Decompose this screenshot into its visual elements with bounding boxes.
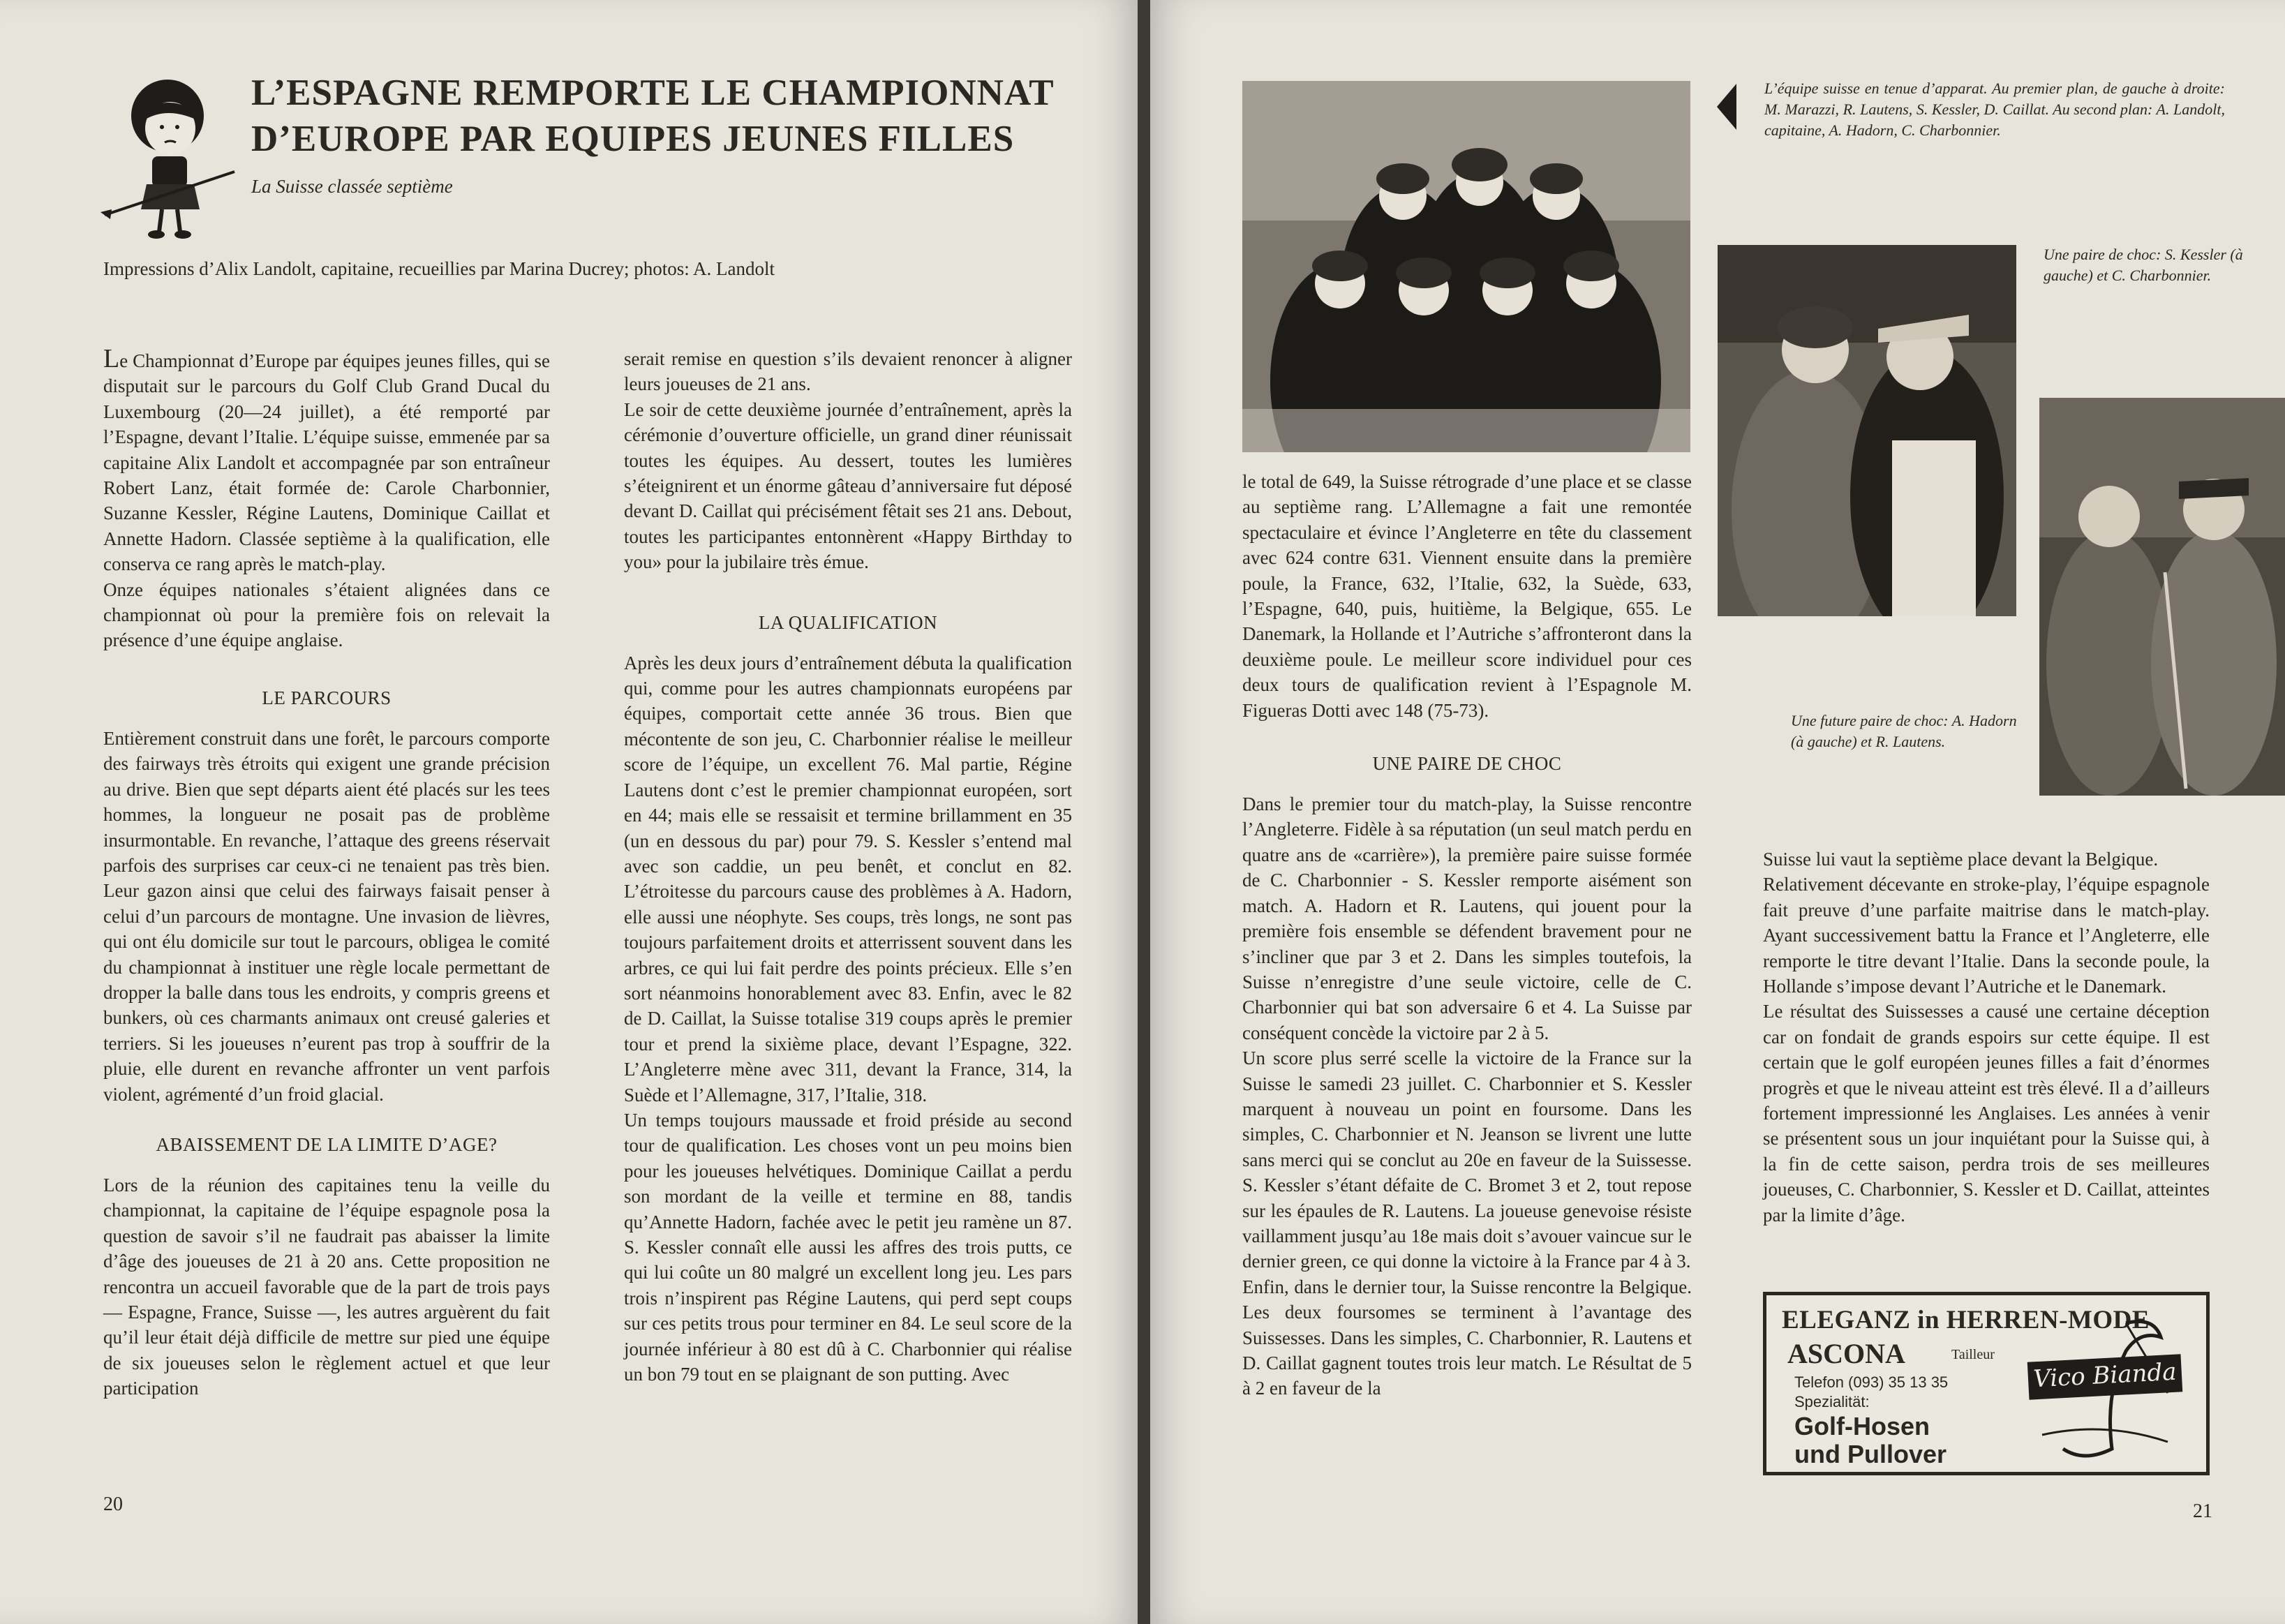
ad-tailleur: Tailleur [1951, 1347, 1995, 1362]
paragraph: Lors de la réunion des capitaines tenu la veille du championnat, la capitaine de l’équipe espagnole posa la question de savoir s’il ne faudrait pas abaisser la limite d’âge des joueuses de 21 à 20 ans. Cette proposition ne rencontra un accueil favorable que de la part de trois pays — Espagne, France, Suisse —, les autres arguèrent du fait qu’il leur était déjà difficile de mettre sur pied une équipe de six joueuses selon le règlement actuel et que leur participation [103, 1174, 550, 1399]
column-3 [1242, 469, 1692, 1401]
section-heading-parcours: LE PARCOURS [262, 687, 392, 708]
pair-photo-caption: Une paire de choc: S. Kessler (à gauche) et C. Charbonnier. [2044, 246, 2243, 284]
paragraph: Le résultat des Suissesses a causé une certaine déception car on fondait de grands espoirs sur cette équipe. Il est certain que le golf européen jeunes filles a fait d’énormes progrès et que le niveau atteint est très élevé. Il a d’ailleurs fortement impressionné les Anglaises. Les années à venir se présentent sous un jour inquiétant pour la Suisse qui, à la fin de cette saison, perdra trois de ses meilleures joueuses, C. Charbonnier, S. Kessler et D. Caillat, atteintes par la limite d’âge. [1763, 1001, 2210, 1226]
left-page [0, 0, 1138, 1624]
ad-specialty-label: Spezialität: [1794, 1393, 1870, 1410]
paragraph: Enfin, dans le dernier tour, la Suisse rencontre la Belgique. Les deux foursomes se terminent à l’avantage des Suissesses. Dans les simples, C. Charbonnier, R. Lautens et D. Caillat gagnent toutes trois leur match. Le Résultat de 5 à 2 en faveur de la [1242, 1276, 1692, 1399]
paragraph: serait remise en question s’ils devaient renoncer à aligner leurs joueuses de 21 ans. [624, 348, 1072, 395]
title-line-1: L’ESPAGNE REMPORTE LE CHAMPIONNAT [251, 73, 1055, 113]
drop-cap: L [103, 344, 120, 373]
article-subtitle: La Suisse classée septième [251, 176, 453, 197]
column-4 [1763, 847, 2210, 1228]
team-photo [1242, 81, 1690, 452]
section-heading-paire-choc: UNE PAIRE DE CHOC [1372, 753, 1562, 775]
ad-phone: Telefon (093) 35 13 35 [1794, 1373, 1949, 1391]
advertisement [1763, 1292, 2210, 1475]
logo-text: Vico Bianda [2032, 1357, 2178, 1394]
spine-gutter [1138, 0, 1150, 1624]
column-1 [103, 346, 550, 1401]
title-line-2: D’EUROPE PAR EQUIPES JEUNES FILLES [251, 119, 1015, 159]
golfer-girl-illustration [98, 67, 248, 248]
paragraph: Suisse lui vaut la septième place devant la Belgique. [1763, 849, 2159, 870]
article-title [251, 70, 1075, 162]
team-photo-caption: L’équipe suisse en tenue d’apparat. Au premier plan, de gauche à droite: M. Marazzi, R. Lautens, S. Kessler, D. Caillat. Au second plan: A. Landolt, capitaine, A. Hadorn, C. Charbonnier. [1764, 80, 2225, 139]
column-2 [624, 346, 1072, 1387]
ad-product-2: und Pullover [1794, 1440, 1947, 1468]
paragraph-text: e Championnat d’Europe par équipes jeunes filles, qui se disputait sur le parcours du Golf Club Grand Ducal du Luxembourg (20—24 juillet), a été remporté par l’Espagne, devant l’Italie. L’équipe suisse, emmenée par sa capitaine Alix Landolt et accompagnée par son entraîneur Robert Lanz, était formée de: Carole Charbonnier, Suzanne Kessler, Régine Lautens, Dominique Caillat et Annette Hadorn. Classée septième à la qualification, elle conserva ce rang après le match-play. [103, 350, 550, 575]
pair-photo [1718, 245, 2016, 616]
article-credits: Impressions d’Alix Landolt, capitaine, recueillies par Marina Ducrey; photos: A. Landolt [103, 258, 775, 279]
future-pair-photo-caption: Une future paire de choc: A. Hadorn (à gauche) et R. Lautens. [1791, 712, 2017, 750]
paragraph: Relativement décevante en stroke-play, l’équipe espagnole fait preuve d’une parfaite maitrise dans le match-play. Ayant successivement battu la France et l’Angleterre, elle remporte le titre devant l’Italie. Dans la seconde poule, la Hollande s’impose devant l’Autriche et le Danemark. [1763, 874, 2210, 997]
ad-products [1794, 1413, 1947, 1468]
ad-location: ASCONA [1787, 1338, 1905, 1369]
future-pair-photo [2039, 398, 2285, 796]
ad-product-1: Golf-Hosen [1794, 1412, 1930, 1440]
paragraph: le total de 649, la Suisse rétrograde d’une place et se classe au septième rang. L’Allemagne a fait une remontée spectaculaire et évince l’Angleterre en tête du classement avec 624 contre 631. Viennent ensuite dans la première poule, la France, 632, l’Italie, 632, la Suède, 633, l’Espagne, 640, puis, huitième, la Belgique, 655. Le Danemark, la Hollande et l’Autriche s’affronteront dans la deuxième poule. Le meilleur score individuel pour ces deux tours de qualification revient à l’Espagnole M. Figueras Dotti avec 148 (75-73). [1242, 471, 1692, 721]
section-heading-qualification: LA QUALIFICATION [758, 611, 938, 633]
paragraph: Onze équipes nationales s’étaient alignées dans ce championnat où pour la première fois on relevait la présence d’une équipe anglaise. [103, 579, 550, 651]
paragraph: Dans le premier tour du match-play, la Suisse rencontre l’Angleterre. Fidèle à sa réputation (un seul match perdu en quatre ans de «carrière»), la première paire suisse formée de C. Charbonnier - S. Kessler remporte aisément son match. A. Hadorn et R. Lautens, qui jouent pour la première fois ensemble se défendent bravement pour ne s’incliner que par 3 et 2. Dans les simples toutefois, la Suisse n’enregistre d’une seule victoire, celle de C. Charbonnier qui bat son adversaire 6 et 4. La Suisse par conséquent concède la victoire par 2 à 5. [1242, 794, 1692, 1043]
vico-bianda-logo [2021, 1309, 2196, 1470]
paragraph [103, 346, 550, 577]
caption-arrow-icon [1717, 84, 1738, 130]
page-number-left: 20 [103, 1493, 123, 1515]
paragraph: Entièrement construit dans une forêt, le parcours comporte des fairways très étroits qui exigent une grande précision au drive. Bien que sept départs aient été placés sur les tees hommes, la longueur ne posait pas de problème insurmontable. En revanche, l’attaque des greens réservait parfois des surprises car ceux-ci ne tenaient pas très bien. Leur gazon ainsi que celui des fairways faisait penser à celui d’un parcours de montagne. Une invasion de lièvres, qui ont élu domicile sur tout le parcours, obligea le comité du championnat à instituer une règle locale permettant de dropper la balle dans tous les endroits, y compris greens et bunkers, où ces charmants animaux ont creusé galeries et terriers. Si les joueuses n’eurent pas trop à souffrir de la pluie, elle durent en revanche affronter un vent parfois violent, agrémenté d’un froid glacial. [103, 727, 550, 1105]
paragraph: Le soir de cette deuxième journée d’entraînement, après la cérémonie d’ouverture officielle, un grand diner réunissait toutes les équipes. Au dessert, toutes les lumières s’éteignirent et un énorme gâteau d’anniversaire fut déposé devant D. Caillat qui précisément fêtait ses 21 ans. Debout, toutes les participantes entonnèrent «Happy Birthday to you» pour la jubilaire très émue. [624, 398, 1072, 573]
section-heading-limite-age: ABAISSEMENT DE LA LIMITE D’AGE? [156, 1133, 498, 1155]
page-number-right: 21 [2193, 1500, 2212, 1522]
paragraph: Un temps toujours maussade et froid préside au second tour de qualification. Les choses vont un peu moins bien pour les joueuses helvétiques. Dominique Caillat a perdu son mordant de la veille et termine en 88, tandis qu’Annette Hadorn, fachée avec le petit jeu ramène un 87. S. Kessler connaît elle aussi les affres des trois putts, ce qui lui coûte un 80 malgré un excellent long jeu. Les pars trois n’inspirent pas Régine Lautens, qui perd sept coups sur ces petits trous pour terminer en 84. Le seul score de la journée inférieur à 80 est dû à C. Charbonnier qui réalise un bon 79 tout en se plaignant de son putting. Avec [624, 1109, 1072, 1385]
paragraph: Après les deux jours d’entraînement débuta la qualification qui, comme pour les autres championnats européens par équipes, comportait cette année 36 trous. Bien que mécontente de son jeu, C. Charbonnier réalise le meilleur score de l’équipe, un excellent 76. Mal partie, Régine Lautens dont c’est le premier championnat européen, sort en 44; mais elle se ressaisit et termine brillamment en 35 (un en dessous du par) pour 79. S. Kessler s’entend mal avec son caddie, un peu benêt, et conclut en 82. L’étroitesse du parcours cause des problèmes à A. Hadorn, elle aussi une néophyte. Ses coups, très longs, ne sont pas toujours parfaitement droits et atterrissent souvent dans les arbres, ce qui lui fait perdre des points précieux. Elle s’en sort néanmoins honorablement avec 83. Enfin, avec le 82 de D. Caillat, la Suisse totalise 319 coups après le premier tour et prend la sixième place, devant l’Espagne, 322. L’Angleterre mène avec 311, devant la France, 314, la Suède et l’Allemagne, 317, l’Italie, 318. [624, 652, 1072, 1105]
ad-headline: ELEGANZ in HERREN-MODE [1782, 1306, 2150, 1334]
paragraph: Un score plus serré scelle la victoire de la France sur la Suisse le samedi 23 juillet. C. Charbonnier et S. Kessler marquent à nouveau un point en foursome. Dans les simples, C. Charbonnier et N. Jeanson se livrent une lutte sans merci qui se conclut au 20e en faveur de la Suissesse. S. Kessler s’étant défaite de C. Bromet 3 et 2, tout repose sur les épaules de R. Lautens. La joueuse genevoise résiste vaillamment jusqu’au 18e mais doit s’avouer vaincue sur le dernier green, ce qui donne la victoire à la France par 4 à 3. [1242, 1048, 1692, 1272]
